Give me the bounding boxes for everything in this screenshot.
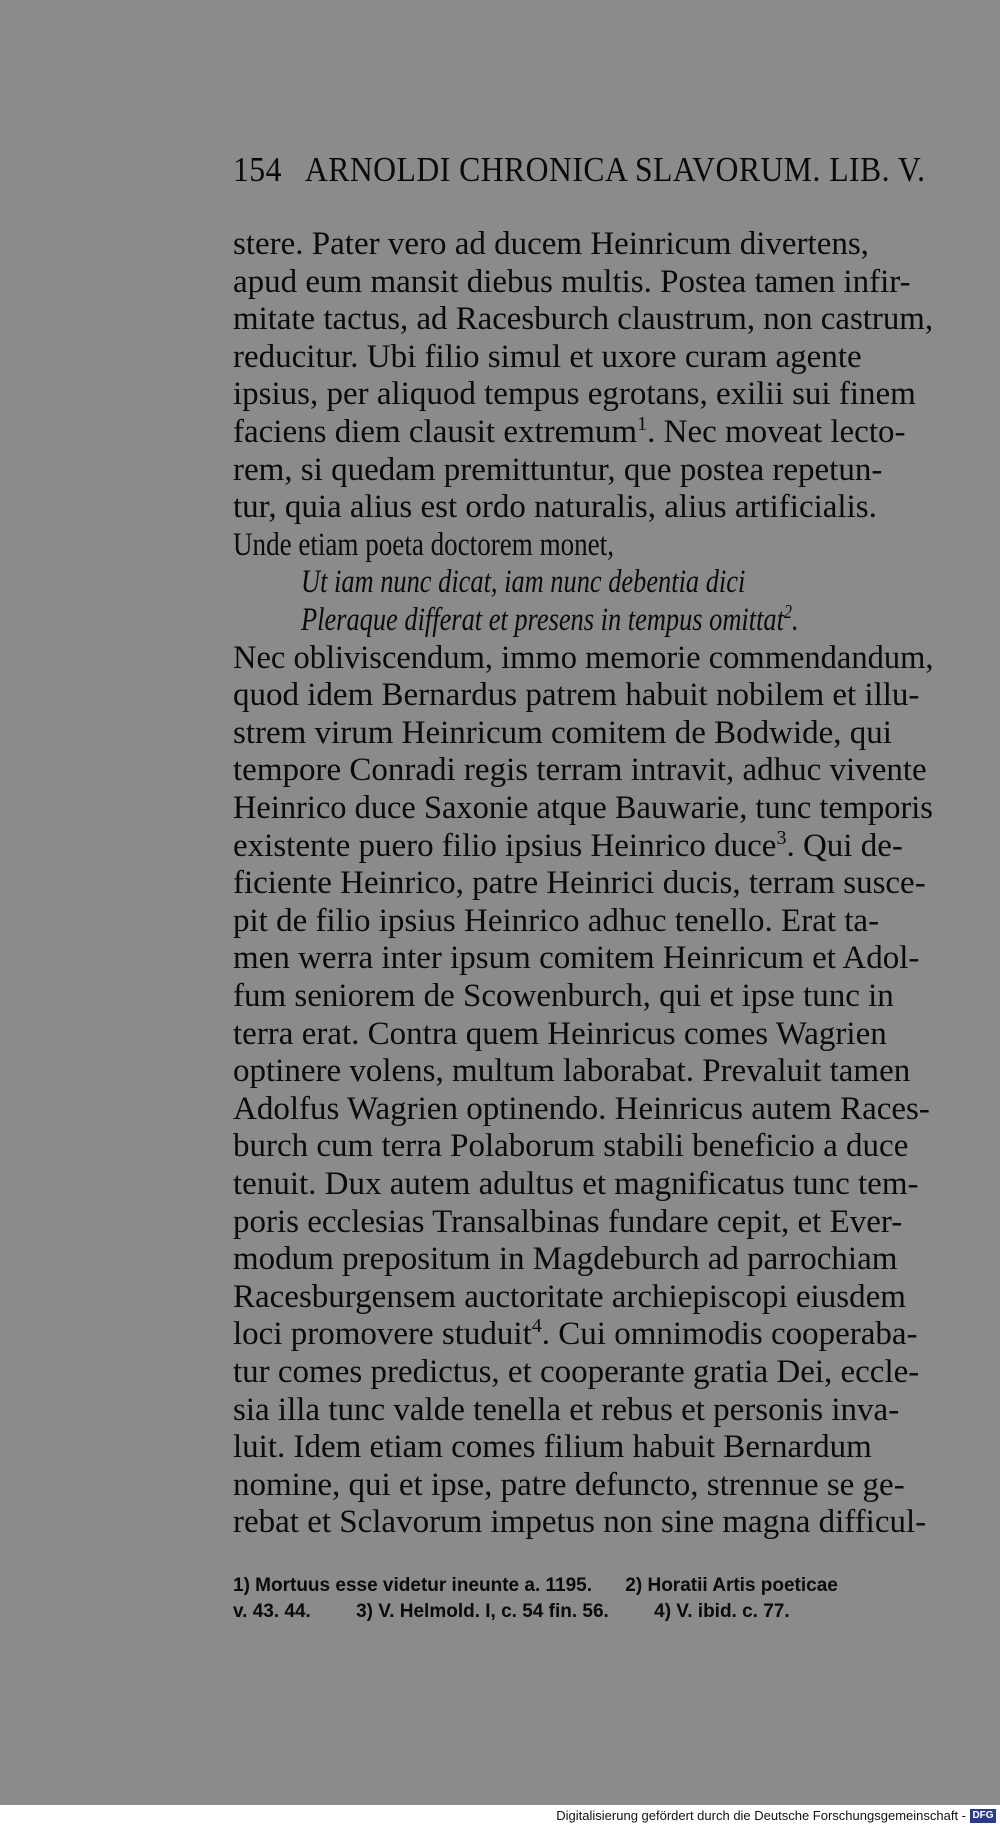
dfg-logo: DFG [970,1809,996,1823]
line-text: ipsius, per aliquod tempus egrotans, exilii sui finem [233,376,916,413]
line-text: burch cum terra Polaborum stabili beneficio a duce [233,1128,909,1165]
line-text: men werra inter ipsum comitem Heinricum et Adol- [233,940,920,977]
line-text: tur, quia alius est ordo naturalis, alius artificialis. [233,489,877,526]
text-line [233,1278,906,1316]
line-text-continued: . [791,602,799,638]
line-text: optinere volens, multum laborabat. Prevaluit tamen [233,1053,911,1090]
text-line [233,639,934,677]
line-text: existente puero filio ipsius Heinrico duce [233,827,777,864]
footnote-4: 4) V. ibid. c. 77. [654,1601,790,1622]
line-text: Nec obliviscendum, immo memorie commendandum, [233,639,934,676]
footnote-2-continued: v. 43. 44. [233,1601,311,1622]
text-line [233,902,879,940]
footnote-line [233,1599,790,1625]
text-line [233,300,933,338]
line-text: tenuit. Dux autem adultus et magnificatus tunc tem- [233,1166,919,1202]
funding-credit: Digitalisierung gefördert durch die Deutsche Forschungsgemeinschaft - [556,1808,966,1823]
line-text: tempore Conradi regis terram intravit, adhuc vivente [233,752,927,789]
running-title: ARNOLDI CHRONICA SLAVORUM. LIB. V. [304,150,926,189]
footnote-3: 3) V. Helmold. I, c. 54 fin. 56. [356,1601,609,1622]
line-text-continued: . Nec moveat lecto- [647,414,906,450]
line-text: Unde etiam poeta doctorem monet, [233,526,614,563]
footnote-line [233,1573,838,1599]
line-text: nomine, qui et ipse, patre defuncto, strennue se ge- [233,1466,905,1503]
text-line [233,1203,902,1241]
text-line [233,1353,919,1391]
text-line [233,225,869,263]
text-line [233,789,933,827]
footnote-2: 2) Horatii Artis poeticae [625,1575,838,1596]
text-line [233,1015,887,1053]
text-line [233,827,903,865]
line-text: strem virum Heinricum comitem de Bodwide, qui [233,714,892,751]
line-text: pit de filio ipsius Heinrico adhuc tenello. Erat ta- [233,902,880,939]
text-line [233,413,906,451]
text-line [233,714,892,752]
digitization-footer [0,1805,1000,1827]
text-line [233,1090,930,1128]
footnote-marker: 2 [783,601,792,623]
line-text: Pleraque differat et presens in tempus omittat [301,602,784,638]
text-line [233,375,916,413]
text-line [233,1315,918,1353]
text-line [233,1127,908,1165]
text-line [233,939,919,977]
text-line [233,451,882,489]
footnote-1: 1) Mortuus esse videtur ineunte a. 1195. [233,1575,593,1596]
line-text: apud eum mansit diebus multis. Postea tamen infir- [233,263,911,300]
text-line [233,1503,926,1541]
text-line [233,1466,905,1504]
text-line [233,751,927,789]
line-text: poris ecclesias Transalbinas fundare cepit, et Ever- [233,1203,903,1240]
line-text: Racesburgensem auctoritate archiepiscopi eiusdem [233,1278,906,1315]
verse-line [301,601,799,639]
line-text: modum prepositum in Magdeburch ad parrochiam [233,1241,898,1278]
line-text: faciens diem clausit extremum [233,414,638,450]
running-header [233,150,926,190]
footnote-marker: 3 [776,826,787,849]
verse-line [301,563,745,601]
text-line [233,263,911,301]
line-text: rem, si quedam premittuntur, que postea repetun- [233,451,883,488]
line-text: Ut iam nunc dicat, iam nunc debentia dici [301,564,746,601]
line-text: loci promovere studuit [233,1316,532,1353]
line-text: luit. Idem etiam comes filium habuit Bernardum [233,1429,872,1466]
text-line [233,1052,910,1090]
line-text: tur comes predictus, et cooperante gratia Dei, eccle- [233,1354,920,1390]
text-line [233,1240,897,1278]
footnote-marker: 4 [531,1315,542,1338]
text-line [233,1428,872,1466]
line-text: terra erat. Contra quem Heinricus comes Wagrien [233,1015,887,1052]
line-text: reducitur. Ubi filio simul et uxore curam agente [233,338,862,375]
line-text: ficiente Heinrico, patre Heinrici ducis, terram susce- [233,865,926,902]
text-line [233,864,926,902]
line-text-continued: . Cui omnimodis cooperaba- [541,1316,918,1353]
text-line [233,977,894,1015]
line-text: quod idem Bernardus patrem habuit nobilem et illu- [233,677,920,714]
line-text: Adolfus Wagrien optinendo. Heinricus autem Races- [233,1090,930,1127]
text-line [233,526,614,564]
line-text: rebat et Sclavorum impetus non sine magna difficul- [233,1504,927,1541]
text-line [233,676,919,714]
footnote-marker: 1 [637,413,648,435]
line-text: fum seniorem de Scowenburch, qui et ipse tunc in [233,978,894,1014]
text-line [233,338,862,376]
line-text-continued: . Qui de- [786,827,903,864]
line-text: sia illa tunc valde tenella et rebus et personis inva- [233,1391,900,1428]
line-text: stere. Pater vero ad ducem Heinricum divertens, [233,226,869,262]
text-line [233,488,877,526]
page-number: 154 [233,150,282,189]
text-line [233,1165,919,1203]
line-text: Heinrico duce Saxonie atque Bauwarie, tunc temporis [233,790,933,826]
line-text: mitate tactus, ad Racesburch claustrum, non castrum, [233,301,934,338]
text-line [233,1391,899,1429]
